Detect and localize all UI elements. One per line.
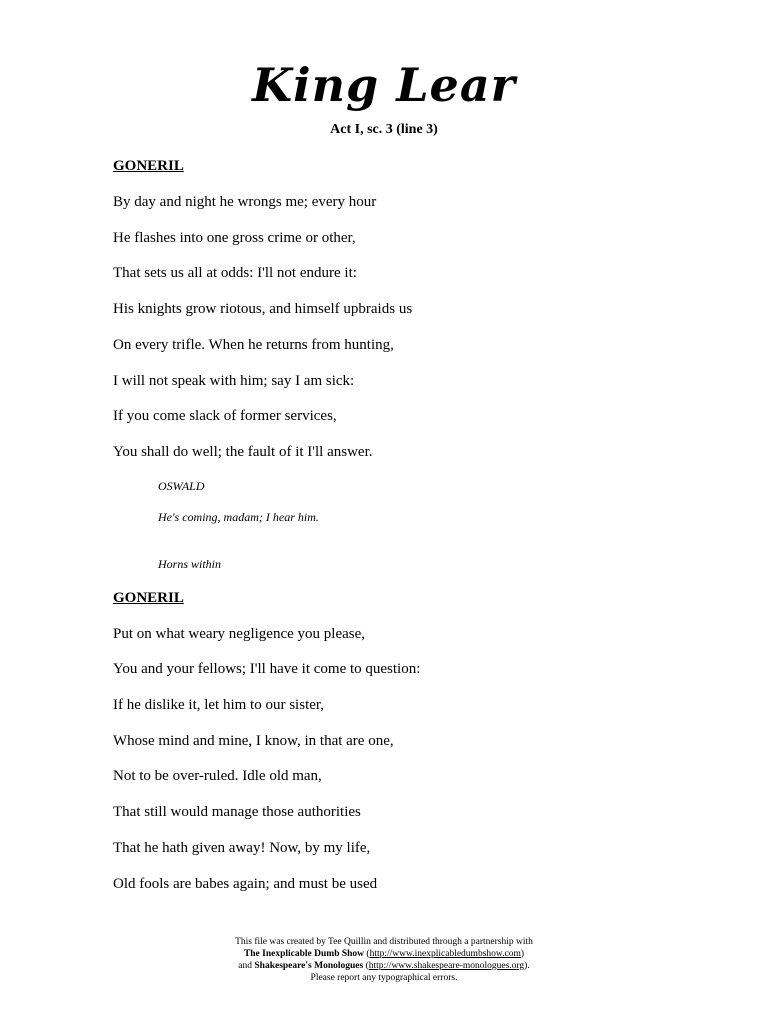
speaker-name: GONERIL — [113, 590, 184, 606]
verse-line: Not to be over-ruled. Idle old man, — [113, 768, 322, 784]
verse-line: Whose mind and mine, I know, in that are one, — [113, 733, 394, 749]
credits-line: The Inexplicable Dumb Show (http://www.inexplicabledumbshow.com) — [243, 949, 525, 959]
verse-line: By day and night he wrongs me; every hour — [113, 194, 377, 210]
verse-line: Old fools are babes again; and must be used — [113, 876, 378, 892]
credits-footer — [0, 936, 768, 984]
speaker-name: GONERIL — [113, 158, 184, 174]
partner-link[interactable]: http://www.shakespeare-monologues.org — [368, 961, 525, 971]
verse-line: I will not speak with him; say I am sick: — [113, 373, 355, 389]
verse-line: That he hath given away! Now, by my life, — [113, 840, 371, 856]
verse-line: On every trifle. When he returns from hunting, — [113, 337, 394, 353]
play-title: King Lear — [252, 58, 516, 112]
interjection-speaker: OSWALD — [158, 479, 205, 493]
scene-reference: Act I, sc. 3 (line 3) — [330, 122, 438, 137]
verse-line: You and your fellows; I'll have it come to question: — [113, 661, 421, 677]
verse-line: Put on what weary negligence you please, — [113, 626, 366, 642]
verse-line: That sets us all at odds: I'll not endure it: — [113, 265, 357, 281]
verse-line: You shall do well; the fault of it I'll answer. — [113, 444, 373, 460]
verse-line: He flashes into one gross crime or other, — [113, 230, 356, 246]
verse-line: His knights grow riotous, and himself upbraids us — [113, 301, 413, 317]
partner-name: The Inexplicable Dumb Show — [243, 949, 365, 959]
interjection-line: He's coming, madam; I hear him. — [158, 510, 319, 524]
credits-line: and Shakespeare's Monologues (http://www.shakespeare-monologues.org). — [238, 961, 530, 971]
verse-line: That still would manage those authorities — [113, 804, 361, 820]
partner-name: Shakespeare's Monologues — [254, 961, 364, 971]
verse-line: If he dislike it, let him to our sister, — [113, 697, 325, 713]
partner-link[interactable]: http://www.inexplicabledumbshow.com — [369, 949, 521, 959]
verse-line: If you come slack of former services, — [113, 408, 337, 424]
credits-line: Please report any typographical errors. — [310, 973, 458, 983]
stage-direction: Horns within — [158, 557, 222, 571]
credits-line: This file was created by Tee Quillin and distributed through a partnership with — [235, 937, 533, 947]
